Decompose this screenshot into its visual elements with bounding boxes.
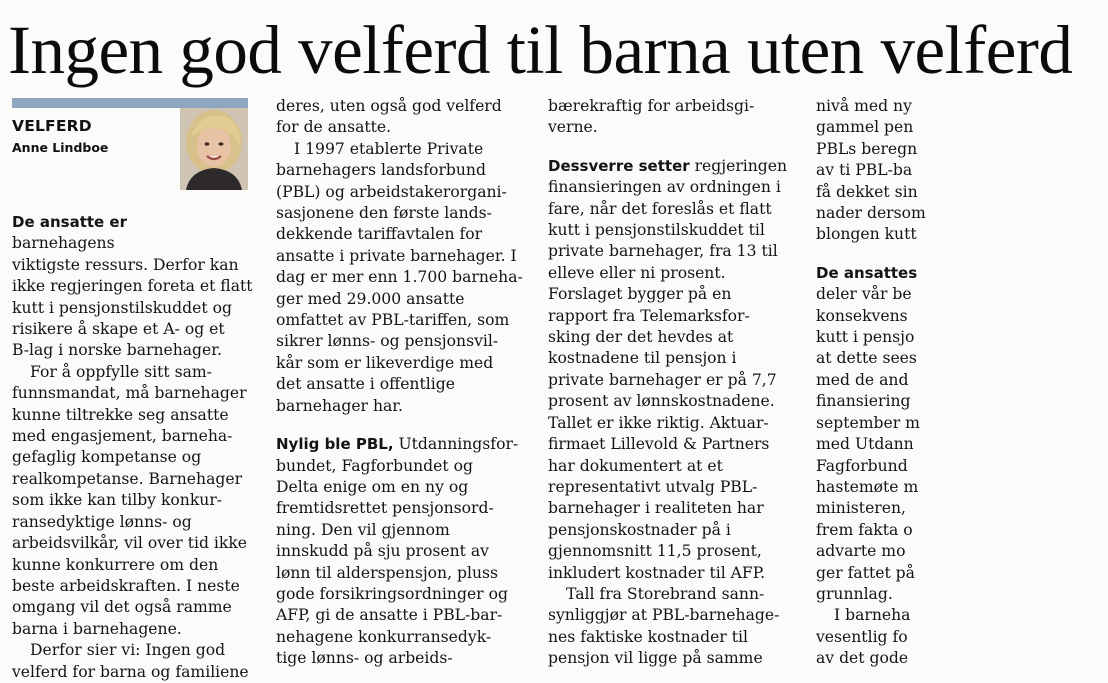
text-line: dag er mer enn 1.700 barneha- (276, 268, 523, 287)
text-line: barnehager i realiteten har (548, 499, 764, 518)
text-line: kår som er likeverdige med (276, 353, 494, 372)
byline-bar (12, 98, 248, 108)
text-line: fare, når det foreslås et flatt (548, 199, 772, 218)
text-line: regjeringen (689, 156, 788, 175)
text-line: Fagforbund (816, 456, 908, 475)
article-paragraph (816, 605, 1016, 669)
article-paragraph (12, 212, 253, 362)
text-line: inkludert kostnader til AFP. (548, 563, 766, 582)
text-line: barna i barnehagene. (12, 619, 182, 638)
text-line: gjennomsnitt 11,5 prosent, (548, 542, 762, 561)
text-line: elleve eller ni prosent. (548, 263, 726, 282)
text-line: viktigste ressurs. Derfor kan (12, 255, 239, 274)
text-line: firmaet Lillevold & Partners (548, 435, 770, 454)
text-line: velferd for barna og familiene (12, 662, 249, 681)
text-line: finansiering (816, 392, 911, 411)
text-line: barnehagers landsforbund (276, 161, 486, 180)
text-line: rapport fra Telemarksfor- (548, 306, 750, 325)
text-line: kutt i pensjo (816, 328, 915, 347)
text-line: arbeidsvilkår, vil over tid ikke (12, 534, 248, 553)
text-line: barnehager har. (276, 396, 404, 415)
headline: Ingen god velferd til barna uten velferd (8, 12, 1073, 88)
text-line: pensjon vil ligge på samme (548, 649, 763, 668)
text-line: (PBL) og arbeidstakerorgani- (276, 182, 507, 201)
text-line: kutt i pensjonstilskuddet og (12, 298, 232, 317)
text-line: realkompetanse. Barnehager (12, 469, 243, 488)
text-line: med de and (816, 370, 909, 389)
text-line: sking der det hevdes at (548, 328, 734, 347)
text-line: gefaglig kompetanse og (12, 448, 202, 467)
text-line: representativt utvalg PBL- (548, 477, 758, 496)
text-line: av det gode (816, 649, 909, 668)
text-line: beste arbeidskraften. I neste (12, 576, 240, 595)
text-line: pensjonskostnader på i (548, 520, 731, 539)
text-line: dekkende tariffavtalen for (276, 225, 483, 244)
text-line: gode forsikringsordninger og (276, 584, 508, 603)
paragraph-gap (276, 417, 540, 434)
text-line: vesentlig fo (816, 627, 908, 646)
article-paragraph (12, 640, 249, 683)
lead-in: De ansatte er (12, 213, 128, 231)
text-line: ning. Den vil gjennom (276, 520, 450, 539)
text-line: kutt i pensjonstilskuddet til (548, 221, 765, 240)
text-line: nehagene konkurransedyk- (276, 627, 492, 646)
text-line: I barneha (834, 606, 911, 625)
text-line: deres, uten også god velferd (276, 97, 502, 115)
article-paragraph (276, 96, 540, 139)
text-line: ansatte i private barnehager. I (276, 246, 517, 265)
text-line: Forslaget bygger på en (548, 285, 732, 304)
article-paragraph (548, 96, 810, 139)
text-line: med engasjement, barneha- (12, 427, 233, 446)
text-line: barnehagens (12, 234, 115, 253)
text-line: ikke regjeringen foreta et flatt (12, 277, 253, 296)
text-line: private barnehager er på 7,7 (548, 370, 777, 389)
lead-in: Dessverre setter (548, 156, 690, 175)
text-line: fremtidsrettet pensjonsord- (276, 499, 494, 518)
text-line: Delta enige om en ny og (276, 477, 469, 496)
article-column-1 (12, 212, 253, 683)
text-line: I 1997 etablerte Private (294, 139, 484, 158)
text-line: nes faktiske kostnader til (548, 627, 748, 646)
section-kicker: VELFERD (12, 117, 92, 135)
text-line: har dokumentert at et (548, 456, 723, 475)
text-line: synliggjør at PBL-barnehage- (548, 606, 780, 625)
text-line: PBLs beregn (816, 139, 918, 158)
text-line: det ansatte i offentlige (276, 375, 455, 394)
text-line: sikrer lønns- og pensjonsvil- (276, 332, 499, 351)
text-line: som ikke kan tilby konkur- (12, 491, 223, 510)
text-line: finansieringen av ordningen i (548, 178, 781, 197)
article-column-4 (816, 96, 1016, 670)
paragraph-gap (816, 246, 1016, 263)
text-line: få dekket sin (816, 182, 918, 201)
article-paragraph (548, 584, 810, 670)
article-paragraph (276, 139, 540, 417)
paragraph-gap (548, 139, 810, 156)
text-line: bærekraftig for arbeidsgi- (548, 97, 755, 115)
text-line: hastemøte m (816, 477, 919, 496)
text-line: blongen kutt (816, 225, 917, 244)
text-line: risikere å skape et A- og et (12, 320, 225, 339)
text-line: ministeren, (816, 499, 906, 518)
text-line: gammel pen (816, 118, 914, 137)
article-paragraph (12, 362, 248, 640)
text-line: kunne tiltrekke seg ansatte (12, 405, 229, 424)
text-line: ger med 29.000 ansatte (276, 289, 465, 308)
text-line: sasjonene den første lands- (276, 204, 492, 223)
text-line: deler vår be (816, 285, 912, 304)
text-line: konsekvens (816, 306, 908, 325)
text-line: kunne konkurrere om den (12, 555, 219, 574)
text-line: grunnlag. (816, 584, 893, 603)
lead-in: De ansattes (816, 263, 918, 282)
text-line: omfattet av PBL-tariffen, som (276, 311, 510, 330)
article-column-3 (548, 96, 810, 670)
text-line: for de ansatte. (276, 118, 392, 137)
author-photo (180, 108, 248, 190)
text-line: private barnehager, fra 13 til (548, 242, 778, 261)
author-name: Anne Lindboe (12, 140, 109, 155)
text-line: Derfor sier vi: Ingen god (30, 641, 226, 660)
lead-in: Nylig ble PBL, (276, 435, 394, 454)
text-line: advarte mo (816, 542, 906, 561)
text-line: nivå med ny (816, 97, 912, 115)
text-line: prosent av lønnskostnadene. (548, 392, 775, 411)
text-line: Tall fra Storebrand sann- (566, 584, 765, 603)
text-line: B-lag i norske barnehager. (12, 341, 222, 360)
text-line: bundet, Fagforbundet og (276, 456, 473, 475)
article-paragraph (816, 263, 1016, 606)
article-paragraph (816, 96, 1016, 246)
article-column-2 (276, 96, 540, 670)
text-line: nader dersom (816, 204, 926, 223)
text-line: ransedyktige lønns- og (12, 512, 192, 531)
text-line: innskudd på sju prosent av (276, 542, 489, 561)
text-line: kostnadene til pensjon i (548, 349, 737, 368)
text-line: verne. (548, 118, 598, 137)
text-line: For å oppfylle sitt sam- (30, 362, 212, 381)
text-line: omgang vil det også ramme (12, 598, 232, 617)
text-line: frem fakta o (816, 520, 913, 539)
text-line: tige lønns- og arbeids- (276, 649, 453, 668)
text-line: AFP, gi de ansatte i PBL-bar- (276, 606, 503, 625)
text-line: ger fattet på (816, 563, 915, 582)
text-line: Utdanningsfor- (393, 435, 519, 454)
text-line: september m (816, 413, 920, 432)
article-paragraph (276, 434, 540, 669)
text-line: av ti PBL-ba (816, 161, 913, 180)
article-paragraph (548, 156, 810, 584)
text-line: med Utdann (816, 435, 914, 454)
text-line: at dette sees (816, 349, 917, 368)
text-line: funnsmandat, må barnehager (12, 384, 247, 403)
text-line: lønn til alderspensjon, pluss (276, 563, 499, 582)
text-line: Tallet er ikke riktig. Aktuar- (548, 413, 769, 432)
